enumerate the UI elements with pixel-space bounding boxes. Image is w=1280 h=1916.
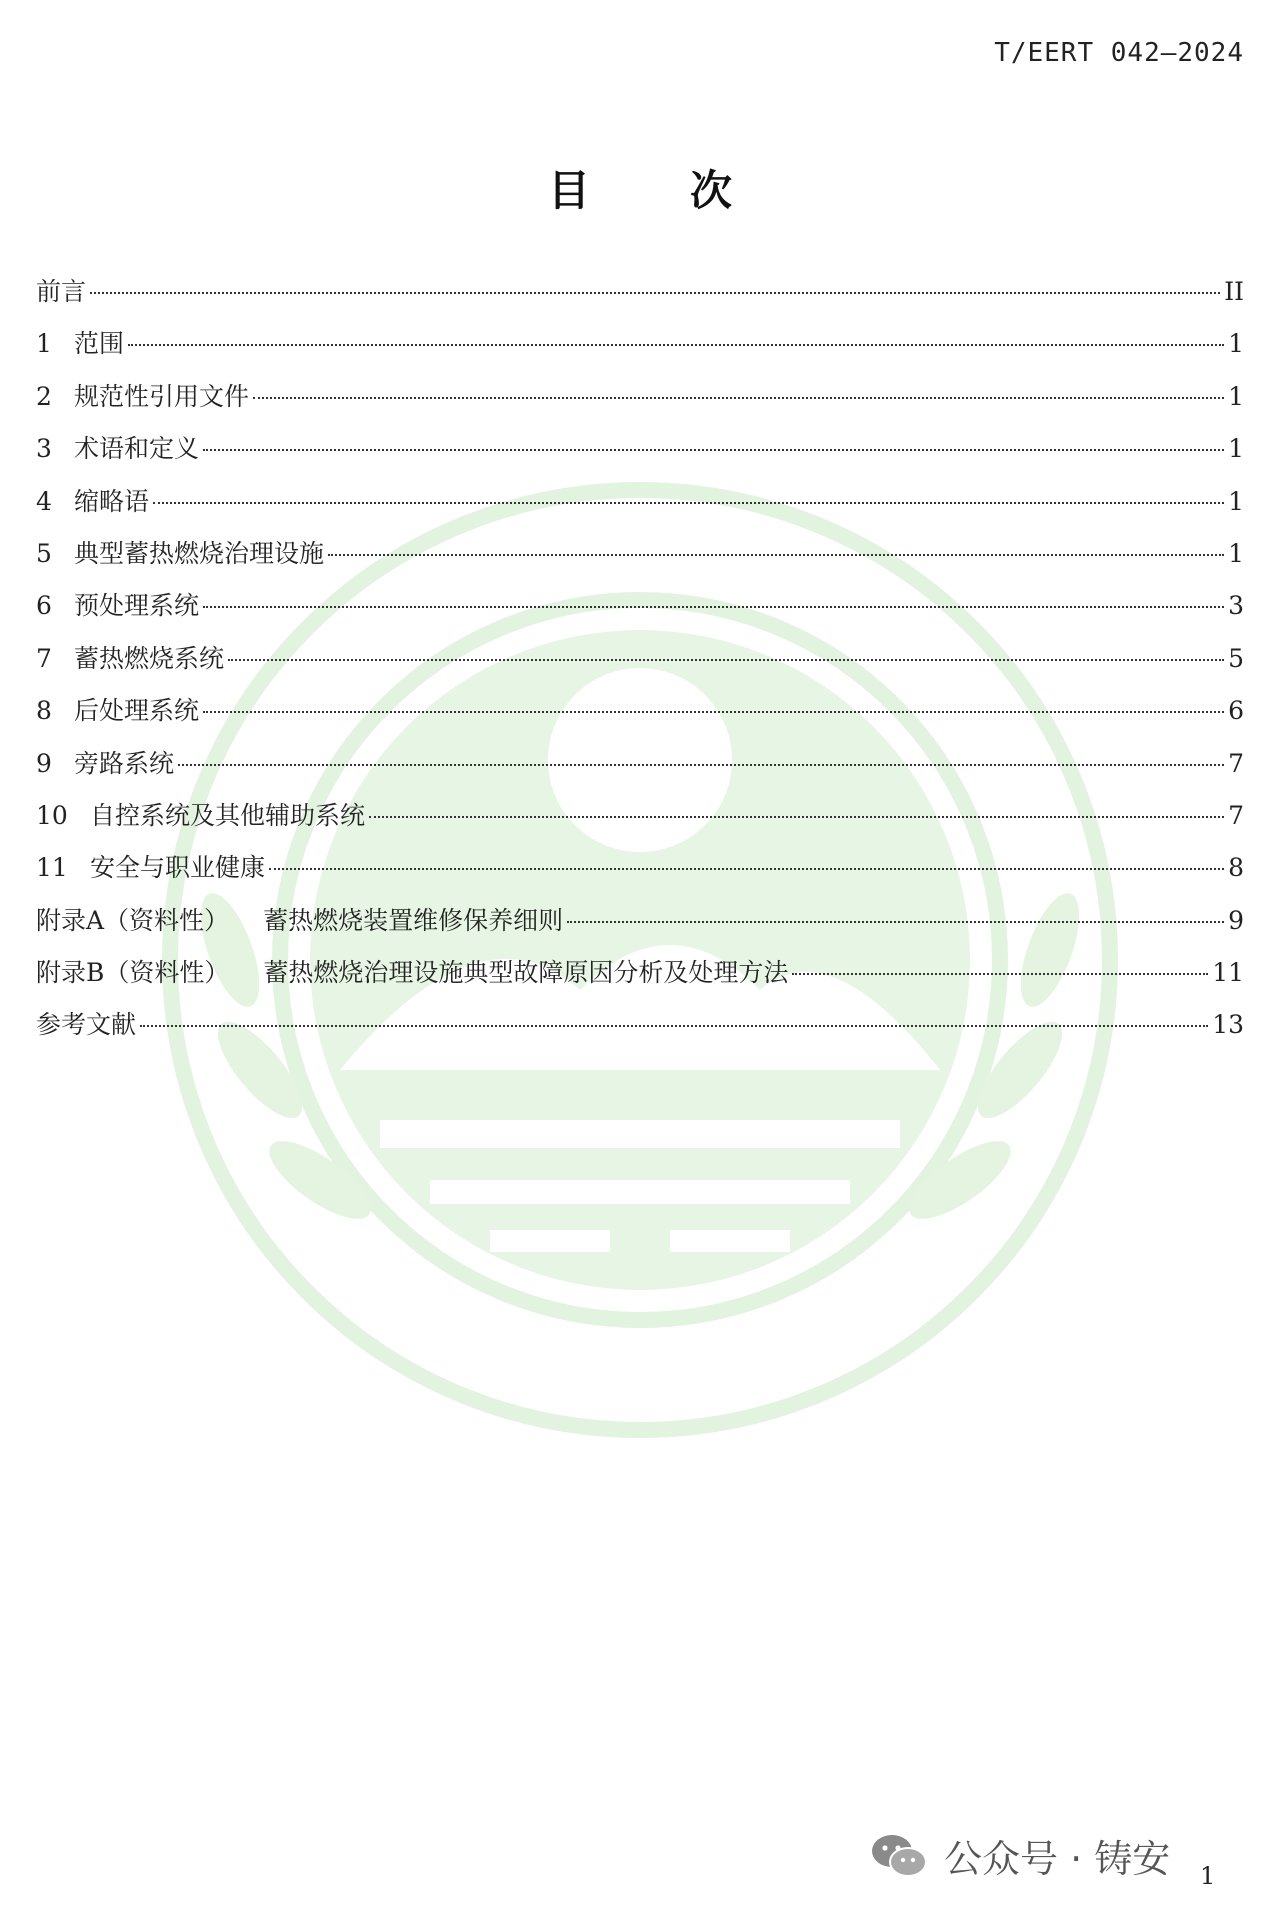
toc-entry-label: 预处理系统 xyxy=(74,591,200,621)
toc-entry-page: 3 xyxy=(1228,591,1244,621)
toc-entry-page: 5 xyxy=(1228,643,1244,673)
toc-entry-page: 11 xyxy=(1212,958,1244,988)
toc-entry-label: 蓄热燃烧系统 xyxy=(74,643,225,673)
toc-entry-page: 13 xyxy=(1212,1010,1244,1040)
dot-leader xyxy=(153,502,1224,504)
toc-entry-page: 1 xyxy=(1228,486,1244,516)
toc-entry-label: 前言 xyxy=(36,277,87,306)
dot-leader xyxy=(90,292,1220,294)
toc-entry-number: 9 xyxy=(36,748,52,778)
dot-leader xyxy=(203,711,1224,713)
toc-entry[interactable] xyxy=(36,324,1244,376)
toc-entry-number: 6 xyxy=(36,591,52,621)
toc-entry-page: 6 xyxy=(1228,696,1244,726)
toc-entry-page: 1 xyxy=(1228,538,1244,568)
toc-entry[interactable] xyxy=(36,272,1244,324)
toc-entry-number: 5 xyxy=(36,538,52,568)
toc-entry-number: 4 xyxy=(36,486,52,516)
toc-entry[interactable] xyxy=(36,534,1244,586)
toc-entry-page: 8 xyxy=(1228,853,1244,883)
toc-entry[interactable] xyxy=(36,482,1244,534)
toc-entry-label: 规范性引用文件 xyxy=(74,381,250,411)
dot-leader xyxy=(203,449,1224,451)
dot-leader xyxy=(369,816,1224,818)
toc-entry[interactable] xyxy=(36,953,1244,1005)
toc-entry-label: 参考文献 xyxy=(36,1010,137,1040)
toc-entry[interactable] xyxy=(36,691,1244,743)
toc-entry-number: 1 xyxy=(36,329,52,359)
toc-entry-label: 典型蓄热燃烧治理设施 xyxy=(74,538,325,568)
dot-leader xyxy=(269,868,1224,870)
dot-leader xyxy=(128,344,1224,346)
toc-entry-page: 7 xyxy=(1228,800,1244,830)
toc-entry-page: II xyxy=(1224,277,1244,306)
toc-entry-label: 后处理系统 xyxy=(74,696,200,726)
toc-appendix-number: 附录B（资料性） xyxy=(36,958,230,988)
toc-entry-label: 术语和定义 xyxy=(74,434,200,464)
dot-leader xyxy=(228,659,1224,661)
toc-entry[interactable] xyxy=(36,1005,1244,1057)
toc-entry[interactable] xyxy=(36,744,1244,796)
wechat-icon xyxy=(870,1833,928,1879)
dot-leader xyxy=(140,1025,1208,1027)
toc-entry-label: 范围 xyxy=(74,329,125,359)
toc-entry-number: 8 xyxy=(36,696,52,726)
dot-leader xyxy=(253,397,1224,399)
dot-leader xyxy=(328,554,1224,556)
toc-entry-page: 9 xyxy=(1228,905,1244,935)
toc-entry-label: 旁路系统 xyxy=(74,748,175,778)
dot-leader xyxy=(567,921,1224,923)
account-label: 公众号 · 铸安 xyxy=(944,1837,1171,1881)
document-code: T/EERT 042—2024 xyxy=(994,38,1244,68)
toc-entry[interactable] xyxy=(36,639,1244,691)
page-number: 1 xyxy=(1200,1862,1216,1890)
page-title: 目次 xyxy=(547,166,832,215)
toc-entry-label: 安全与职业健康 xyxy=(90,853,266,883)
toc-entry-page: 1 xyxy=(1228,434,1244,464)
dot-leader xyxy=(203,606,1224,608)
toc-entry-label: 蓄热燃烧装置维修保养细则 xyxy=(263,905,564,935)
toc-entry-number: 7 xyxy=(36,643,52,673)
toc-entry[interactable] xyxy=(36,429,1244,481)
dot-leader xyxy=(792,973,1208,975)
toc-entry-number: 3 xyxy=(36,434,52,464)
toc-entry-number: 11 xyxy=(36,853,68,883)
toc-entry[interactable] xyxy=(36,586,1244,638)
toc-entry-number: 10 xyxy=(36,800,68,830)
toc-entry[interactable] xyxy=(36,377,1244,429)
toc-entry-page: 1 xyxy=(1228,329,1244,359)
toc-entry-page: 7 xyxy=(1228,748,1244,778)
dot-leader xyxy=(178,764,1224,766)
toc-entry-label: 自控系统及其他辅助系统 xyxy=(90,800,366,830)
toc-entry[interactable] xyxy=(36,901,1244,953)
toc-entry-label: 蓄热燃烧治理设施典型故障原因分析及处理方法 xyxy=(263,958,789,988)
toc-appendix-number: 附录A（资料性） xyxy=(36,905,230,935)
toc-entry[interactable] xyxy=(36,796,1244,848)
toc-entry-label: 缩略语 xyxy=(74,486,150,516)
toc-entry[interactable] xyxy=(36,848,1244,900)
table-of-contents xyxy=(36,272,1244,1058)
toc-entry-page: 1 xyxy=(1228,381,1244,411)
wechat-account-footer xyxy=(870,1828,1170,1883)
toc-entry-number: 2 xyxy=(36,381,52,411)
